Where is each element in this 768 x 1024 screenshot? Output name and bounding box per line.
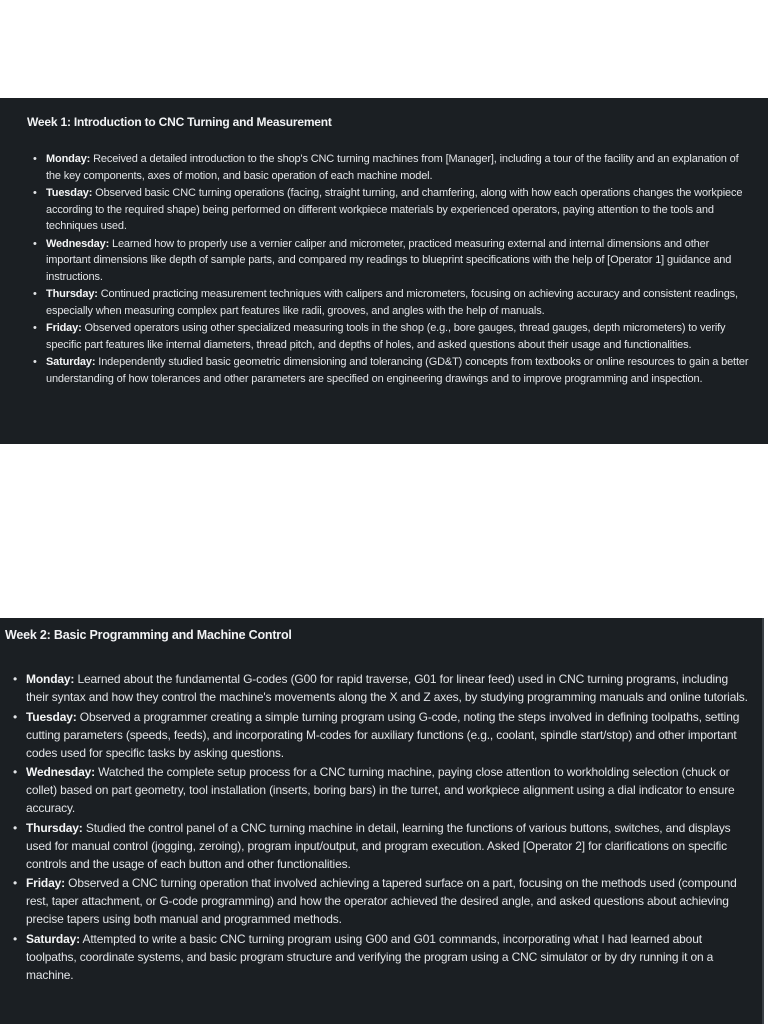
week-2-title: Week 2: Basic Programming and Machine Control bbox=[5, 628, 292, 642]
list-item bbox=[5, 874, 750, 928]
week-1-panel bbox=[0, 98, 768, 444]
item-text: Observed basic CNC turning operations (facing, straight turning, and chamfering, along with how each operations changes the workpiece according to the required shape) being performed on different workpiece materials by experienced operators, paying attention to the tools and techniques used. bbox=[46, 186, 743, 233]
week-1-title: Week 1: Introduction to CNC Turning and Measurement bbox=[27, 115, 332, 129]
day-label: Wednesday: bbox=[26, 765, 95, 779]
item-text: Observed a CNC turning operation that involved achieving a tapered surface on a part, focusing on the methods used (compound rest, taper attachment, or G-code programming) and how the operator achieved the desired angle, and asked questions about achieving precise tapers using both manual and programmed methods. bbox=[26, 876, 737, 926]
bullet-icon: • bbox=[13, 931, 18, 946]
bullet-icon: • bbox=[13, 709, 18, 724]
week-1-list bbox=[27, 151, 752, 387]
day-label: Monday: bbox=[46, 153, 91, 165]
bullet-icon: • bbox=[33, 322, 37, 335]
bullet-icon: • bbox=[33, 186, 37, 199]
bullet-icon: • bbox=[33, 355, 37, 368]
item-text: Observed a programmer creating a simple turning program using G-code, noting the steps involved in defining toolpaths, setting cutting parameters (speeds, feeds), and incorporating M-codes for auxiliary functions (e.g., coolant, spindle start/stop) and other important codes used for specific tasks by asking questions. bbox=[26, 709, 740, 760]
list-item bbox=[27, 185, 752, 235]
item-text: Independently studied basic geometric dimensioning and tolerancing (GD&T) concepts from textbooks or online resources to gain a better understanding of how tolerances and other parameters are specified on engineering drawings and to improve programming and inspection. bbox=[46, 355, 749, 385]
day-label: Saturday: bbox=[46, 355, 96, 368]
item-text: Learned how to properly use a vernier caliper and micrometer, practiced measuring external and internal dimensions and other important dimensions like depth of sample parts, and compared my readings to blueprint specifications with the help of [Operator 1] guidance and instructions. bbox=[46, 237, 732, 283]
day-label: Friday: bbox=[26, 876, 65, 890]
bullet-icon: • bbox=[33, 153, 37, 165]
bullet-icon: • bbox=[33, 288, 37, 301]
bullet-icon: • bbox=[13, 876, 18, 890]
list-item bbox=[5, 708, 750, 762]
list-item bbox=[5, 670, 750, 706]
day-label: Tuesday: bbox=[46, 186, 93, 199]
item-text: Observed operators using other specialized measuring tools in the shop (e.g., bore gauges, thread gauges, depth micrometers) to verify specific part features like internal diameters, thread pitch, and depths of holes, and asked questions about their usage and functionalities. bbox=[46, 322, 726, 351]
list-item bbox=[27, 236, 752, 286]
week-2-panel bbox=[0, 618, 764, 1024]
item-text: Studied the control panel of a CNC turning machine in detail, learning the functions of various buttons, switches, and displays used for manual control (jogging, zeroing), program input/output, and program execution. Asked [Operator 2] for clarifications on specific controls and the usage of each button and other functionalities. bbox=[26, 820, 731, 871]
week-2-list bbox=[5, 670, 750, 984]
day-label: Thursday: bbox=[46, 288, 98, 301]
day-label: Friday: bbox=[46, 322, 82, 335]
day-label: Thursday: bbox=[26, 820, 83, 835]
item-text: Continued practicing measurement techniques with calipers and micrometers, focusing on achieving accuracy and consistent readings, especially when measuring complex part features like radii, grooves, and angles with the help of manuals. bbox=[46, 288, 738, 317]
list-item bbox=[27, 286, 752, 319]
item-text: Learned about the fundamental G-codes (G00 for rapid traverse, G01 for linear feed) used in CNC turning programs, including their syntax and how they control the machine's movements along the X and Z axes, by studying programming manuals and online tutorials. bbox=[26, 672, 748, 704]
list-item bbox=[27, 151, 752, 184]
bullet-icon: • bbox=[33, 237, 37, 250]
day-label: Saturday: bbox=[26, 931, 80, 946]
list-item bbox=[27, 354, 752, 387]
day-label: Wednesday: bbox=[46, 237, 110, 250]
list-item bbox=[5, 763, 750, 817]
bullet-icon: • bbox=[13, 672, 18, 686]
item-text: Watched the complete setup process for a CNC turning machine, paying close attention to workholding selection (chuck or collet) based on part geometry, tool installation (inserts, boring bars) in the turret, and workpiece alignment using a dial indicator to ensure accuracy. bbox=[26, 765, 735, 815]
item-text: Attempted to write a basic CNC turning program using G00 and G01 commands, incorporating what I had learned about toolpaths, coordinate systems, and basic program structure and verifying the program using a CNC simulator or by dry running it on a machine. bbox=[26, 931, 714, 982]
day-label: Monday: bbox=[26, 672, 75, 686]
item-text: Received a detailed introduction to the shop's CNC turning machines from [Manager], including a tour of the facility and an explanation of the key components, axes of motion, and basic operation of each machine model. bbox=[46, 153, 739, 182]
day-label: Tuesday: bbox=[26, 709, 77, 724]
list-item bbox=[5, 930, 750, 984]
list-item bbox=[27, 320, 752, 353]
bullet-icon: • bbox=[13, 820, 18, 835]
bullet-icon: • bbox=[13, 765, 18, 779]
list-item bbox=[5, 819, 750, 873]
